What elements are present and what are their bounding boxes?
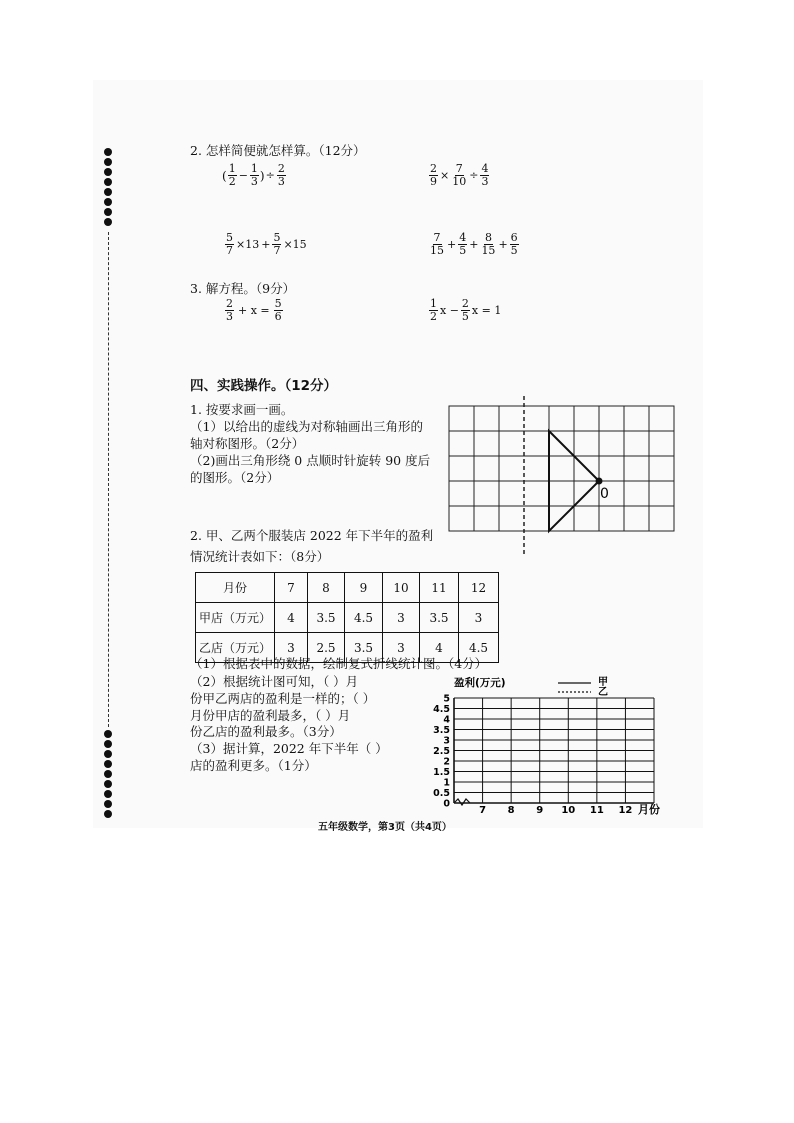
binding-line — [108, 232, 109, 727]
table-header-cell: 9 — [345, 573, 383, 603]
binding-holes-top — [104, 148, 112, 228]
chart-y-tick-label: 1 — [443, 777, 450, 789]
q2-sub2d: 份乙店的盈利最多。（3分） — [190, 724, 342, 739]
table-row-label: 甲店（万元） — [196, 603, 275, 633]
chart-x-tick-label: 12 — [618, 805, 633, 816]
chart-xlabel: 月份 — [638, 803, 660, 816]
table-header-cell: 7 — [275, 573, 308, 603]
table-header-label: 月份 — [196, 573, 275, 603]
page-footer: 五年级数学，第3页（共4页） — [318, 822, 452, 833]
chart-y-tick-label: 3 — [443, 735, 450, 747]
chart-y-tick-label: 0.5 — [433, 788, 450, 799]
q2-sub2b: 份甲乙两店的盈利是一样的；（ ） — [190, 691, 376, 706]
table-cell: 3 — [459, 603, 499, 633]
table-header-cell: 11 — [420, 573, 459, 603]
chart-grid — [454, 698, 654, 805]
chart-x-tick-label: 10 — [561, 805, 576, 816]
chart-y-tick-label: 2.5 — [433, 746, 450, 757]
point-o-label: 0 — [600, 486, 609, 502]
chart-y-tick-label: 5 — [443, 693, 450, 705]
chart-x-ticks — [479, 805, 632, 816]
q1-line3: 轴对称图形。（2分） — [190, 436, 305, 451]
table-cell: 4 — [275, 603, 308, 633]
binding-holes-bottom — [104, 730, 112, 820]
table-cell: 3.5 — [308, 603, 345, 633]
chart-y-tick-label: 4.5 — [433, 704, 450, 715]
chart-y-tick-label: 0 — [443, 798, 450, 810]
section-3-title: 3. 解方程。（9分） — [190, 281, 296, 296]
q1-line2: （1）以给出的虚线为对称轴画出三角形的 — [190, 419, 423, 434]
table-header-cell: 12 — [459, 573, 499, 603]
table-cell: 4.5 — [345, 603, 383, 633]
chart-y-tick-label: 3.5 — [433, 725, 450, 736]
table-cell: 3 — [383, 633, 420, 663]
table-cell: 2.5 — [308, 633, 345, 663]
q2-sub1: （1）根据表中的数据，绘制复式折线统计图。（4分） — [190, 656, 488, 671]
q1-line1: 1. 按要求画一画。 — [190, 402, 294, 417]
chart-legend — [558, 676, 608, 698]
chart-x-tick-label: 11 — [589, 805, 604, 816]
q1-line5: 的图形。（2分） — [190, 470, 280, 485]
chart-x-tick-label: 8 — [507, 805, 515, 816]
table-header-cell: 8 — [308, 573, 345, 603]
table-header-cell: 10 — [383, 573, 420, 603]
chart-ylabel: 盈利(万元) — [454, 677, 506, 689]
q2-sub3a: （3）据计算，2022 年下半年（ ） — [190, 741, 388, 756]
expression-3: $\frac{5}{7}$ ×13 + $\frac{5}{7}$ ×15 — [226, 231, 307, 257]
profit-table — [195, 572, 499, 663]
table-row-label: 乙店（万元） — [196, 633, 275, 663]
section-2-title: 2. 怎样简便就怎样算。（12分） — [190, 143, 366, 158]
table-cell: 3 — [275, 633, 308, 663]
symmetry-grid — [446, 396, 678, 558]
chart-axis-break — [454, 799, 470, 805]
profit-line-chart — [428, 672, 668, 822]
chart-y-ticks — [433, 694, 450, 810]
equation-1: $\frac{2}{3}$ + x = $\frac{5}{6}$ — [226, 297, 282, 323]
chart-y-tick-label: 1.5 — [433, 767, 450, 778]
q1-line4: （2)画出三角形绕 0 点顺时针旋转 90 度后 — [190, 453, 431, 468]
table-cell: 3 — [383, 603, 420, 633]
table-cell: 3.5 — [420, 603, 459, 633]
expression-1: ( $\frac{1}{2}$ − $\frac{1}{3}$ ) ÷ $\frac{2}{3}$ — [222, 162, 285, 188]
table-cell: 3.5 — [345, 633, 383, 663]
expression-2: $\frac{2}{9}$ × $\frac{7}{10}$ ÷ $\frac{4}{3}$ — [430, 162, 489, 188]
expression-4: $\frac{7}{15}$ + $\frac{4}{5}$ + $\frac{8}{15}$ + $\frac{6}{5}$ — [430, 231, 518, 257]
q2-line1: 2. 甲、乙两个服装店 2022 年下半年的盈利 — [190, 528, 434, 543]
table-cell: 4.5 — [459, 633, 499, 663]
chart-y-tick-label: 4 — [443, 714, 450, 726]
section-4-title: 四、实践操作。（12分） — [190, 378, 338, 394]
q2-sub2c: 月份甲店的盈利最多，（ ）月 — [190, 708, 351, 723]
table-header-row — [196, 573, 499, 603]
equation-2: $\frac{1}{2}$ x − $\frac{2}{5}$ x = 1 — [430, 297, 502, 323]
table-cell: 4 — [420, 633, 459, 663]
q2-line2: 情况统计表如下：（8分） — [190, 549, 330, 564]
grid-lines — [449, 406, 674, 531]
q2-sub2a: （2）根据统计图可知，（ ）月 — [190, 674, 359, 689]
table-row — [196, 603, 499, 633]
legend-label-jia: 甲 — [598, 677, 608, 688]
chart-x-tick-label: 7 — [479, 805, 487, 816]
rotation-point — [596, 478, 603, 485]
chart-x-tick-label: 9 — [536, 805, 544, 816]
chart-y-tick-label: 2 — [443, 756, 450, 768]
legend-label-yi: 乙 — [598, 687, 608, 698]
q2-sub3b: 店的盈利更多。（1分） — [190, 758, 317, 773]
